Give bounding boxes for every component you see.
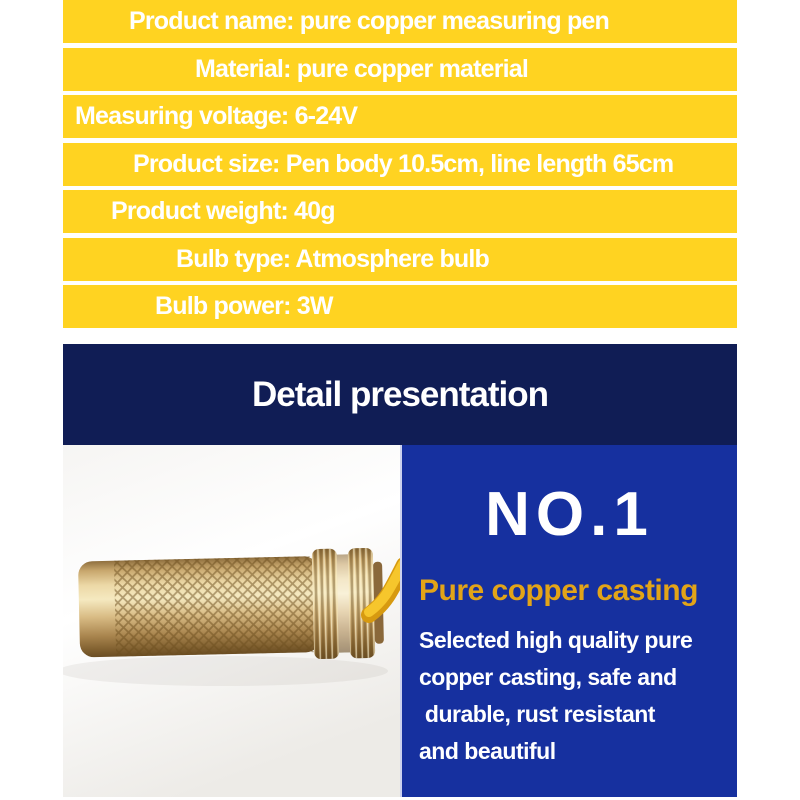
spec-row-weight: Product weight: 40g <box>63 190 737 233</box>
pen-photo-illustration <box>63 445 400 797</box>
feature-description-line: and beautiful <box>419 738 556 764</box>
feature-description <box>402 622 737 770</box>
feature-panel <box>400 445 737 797</box>
spec-row-voltage: Measuring voltage: 6-24V <box>63 95 737 138</box>
feature-description-line: copper casting, safe and <box>419 664 677 690</box>
detail-body <box>63 445 737 797</box>
product-photo <box>63 445 400 797</box>
spec-list <box>63 0 737 328</box>
spec-row-product-name: Product name: pure copper measuring pen <box>63 0 737 43</box>
spec-row-bulb-type: Bulb type: Atmosphere bulb <box>63 238 737 281</box>
content-column <box>63 0 737 797</box>
spec-row-size: Product size: Pen body 10.5cm, line length 65cm <box>63 143 737 186</box>
spec-row-bulb-power: Bulb power: 3W <box>63 285 737 328</box>
detail-presentation-banner: Detail presentation <box>63 344 737 445</box>
feature-description-line: Selected high quality pure <box>419 627 693 653</box>
spec-row-material: Material: pure copper material <box>63 48 737 91</box>
feature-heading: Pure copper casting <box>419 574 698 607</box>
rank-no1-text: NO.1 <box>485 480 654 549</box>
feature-description-line: durable, rust resistant <box>419 701 655 727</box>
